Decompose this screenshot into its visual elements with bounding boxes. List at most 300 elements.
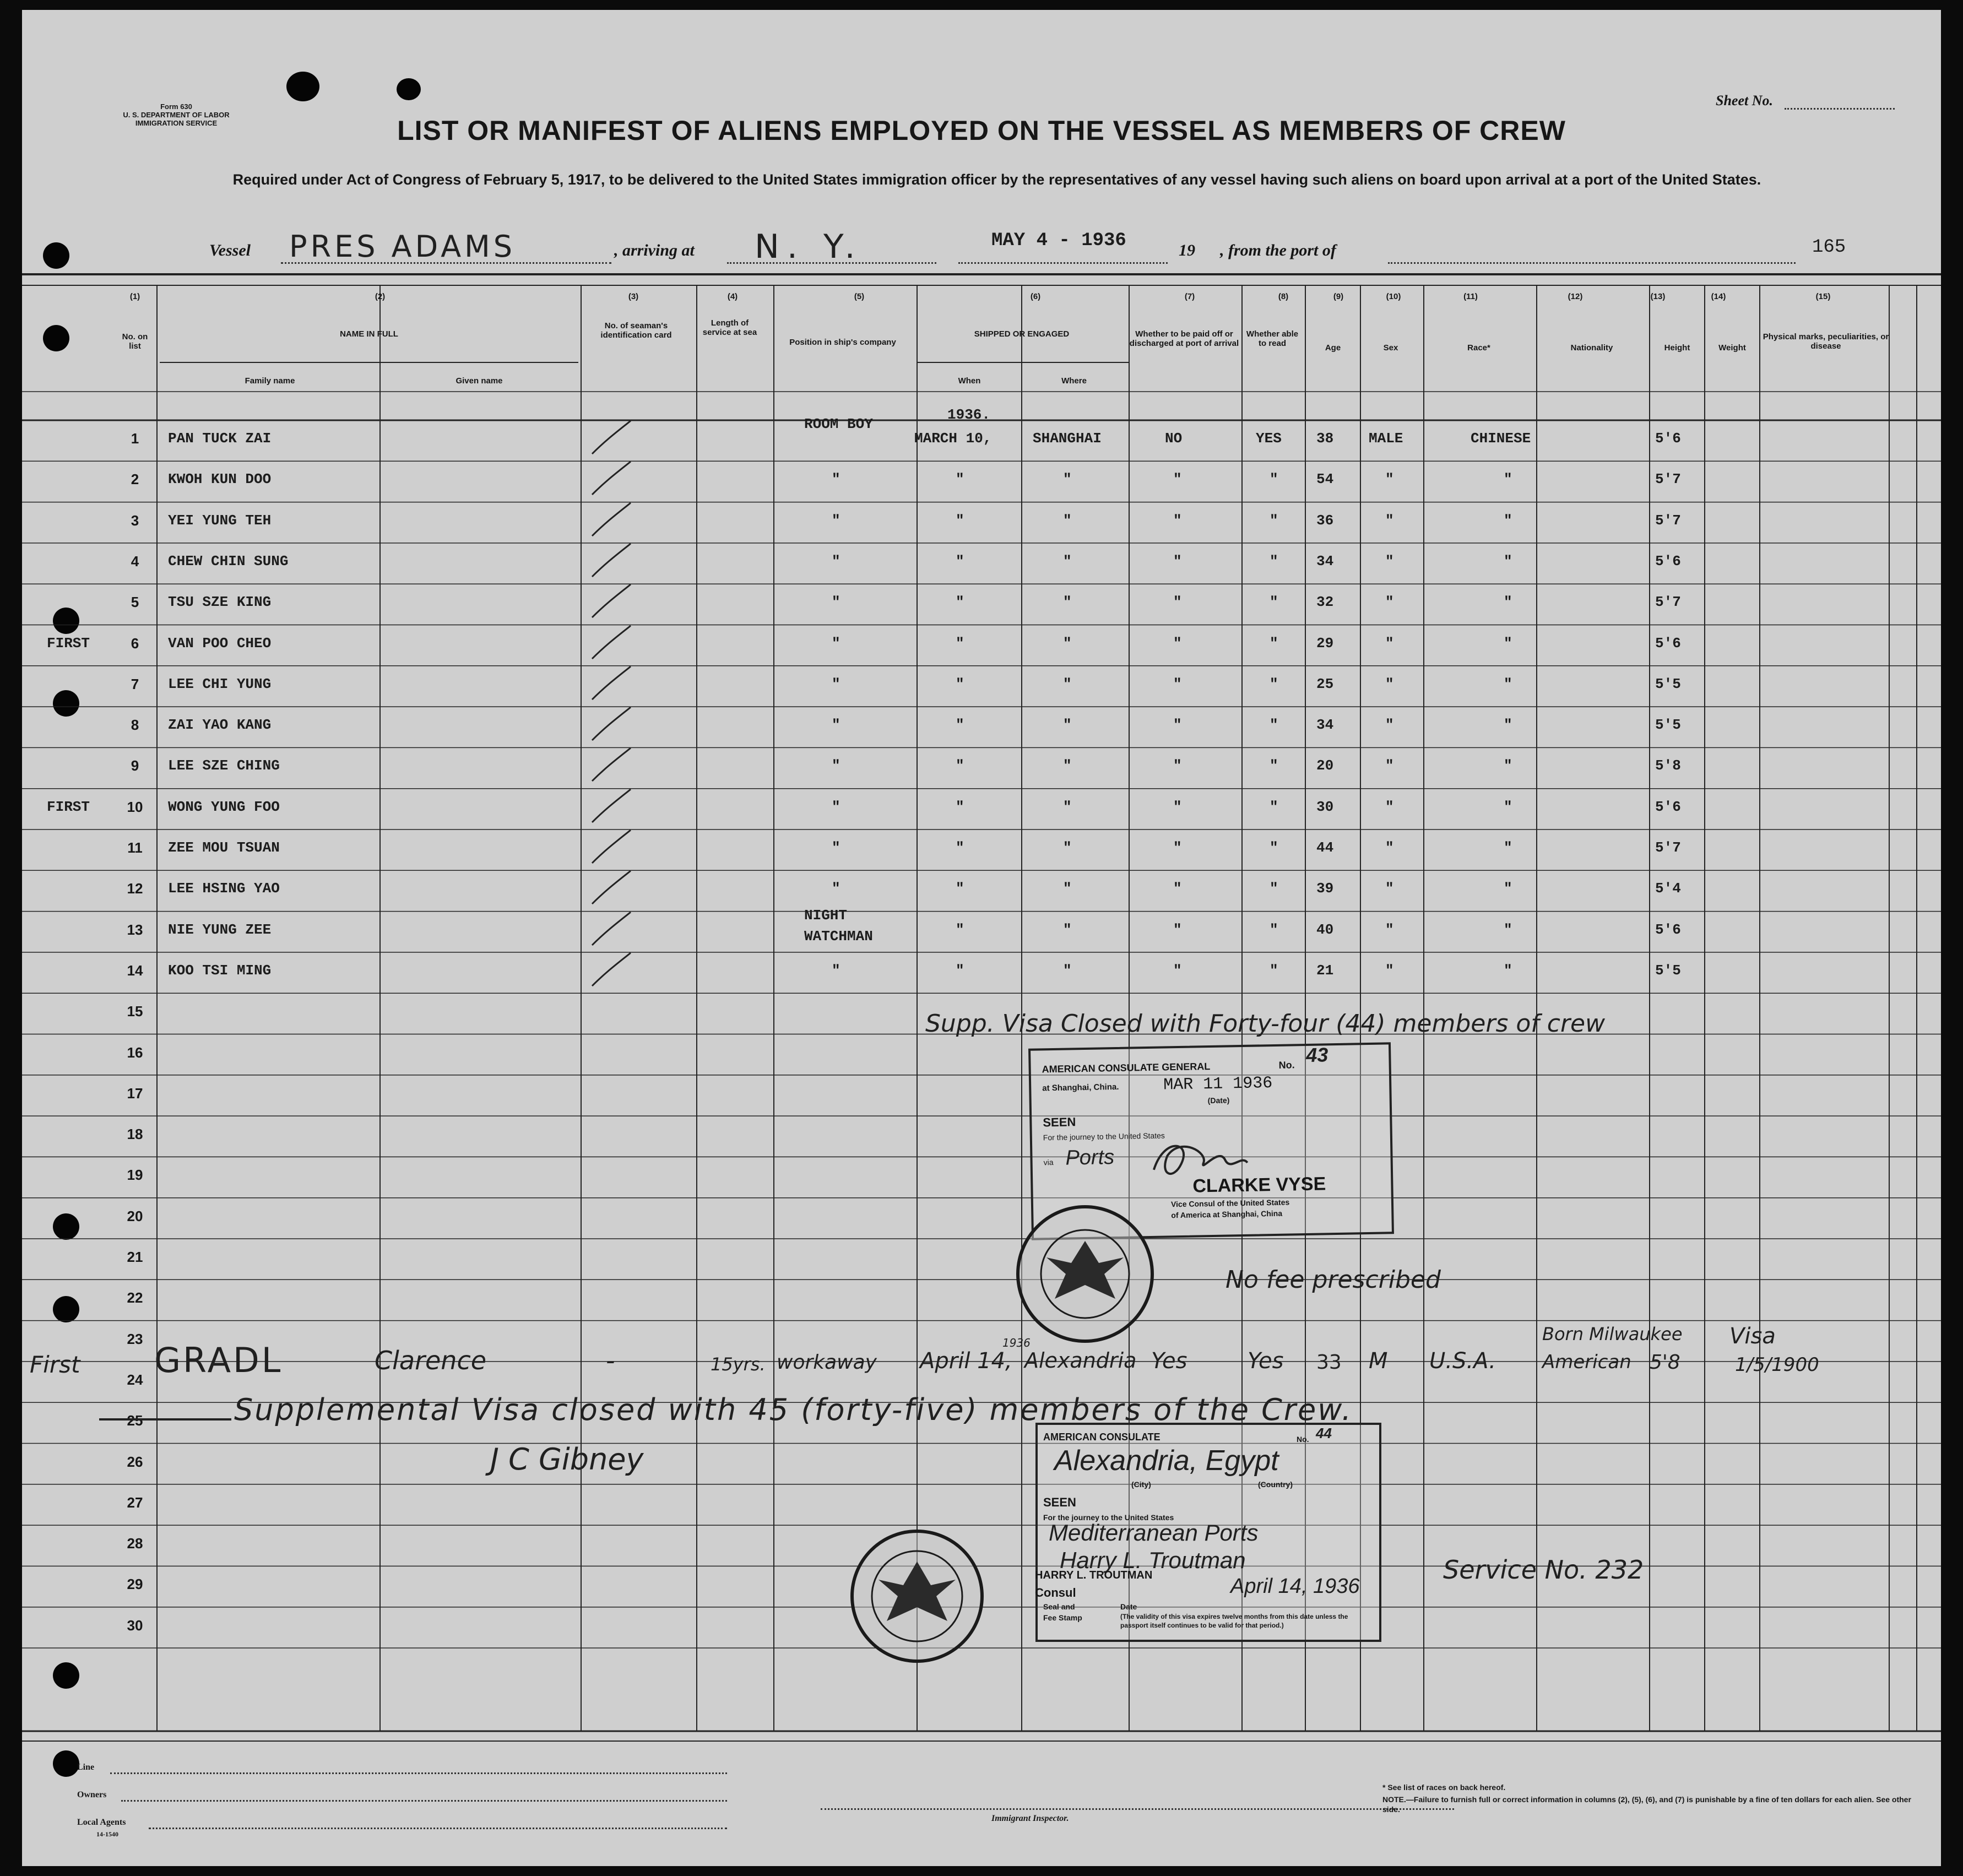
stamp-journey: For the journey to the United States <box>1043 1513 1174 1522</box>
crew-sex: MALE <box>1369 430 1403 447</box>
col-number: (12) <box>1568 292 1583 301</box>
col-number: (15) <box>1815 292 1831 301</box>
row23-length-of-service: 15yrs. <box>711 1354 766 1375</box>
ditto-mark: " <box>1385 757 1394 774</box>
id-card-slash-mark <box>589 827 633 866</box>
crew-family-name: PAN TUCK ZAI <box>168 430 272 447</box>
crew-age: 21 <box>1316 962 1334 979</box>
col-number: (7) <box>1184 292 1195 301</box>
row-number: 17 <box>127 1085 143 1102</box>
footer-agents-field <box>149 1828 727 1829</box>
footer-race-note: * See list of races on back hereof. <box>1382 1783 1506 1792</box>
ditto-mark: " <box>956 717 964 734</box>
crew-family-name: LEE SZE CHING <box>168 757 280 774</box>
header-age: Age <box>1325 343 1341 353</box>
footer-penalty-note: NOTE.—Failure to furnish full or correct information in columns (2), (5), (6), and (7) is punishable by a fine of ten dollars for each alien. See other side. <box>1382 1795 1911 1814</box>
col-number: (8) <box>1278 292 1289 301</box>
ditto-mark: " <box>1173 757 1182 774</box>
footer-agents-label: Local Agents <box>77 1818 126 1827</box>
ditto-mark: " <box>1173 962 1182 979</box>
ditto-mark: " <box>1270 635 1278 652</box>
header-family-name: Family name <box>245 376 295 386</box>
crew-race: CHINESE <box>1471 430 1531 447</box>
crew-height: 5'6 <box>1655 635 1681 652</box>
ditto-mark: " <box>956 635 964 652</box>
supplemental-visa-note-1: Supp. Visa Closed with Forty-four (44) members of crew <box>925 1010 1606 1038</box>
ditto-mark: " <box>832 471 840 488</box>
ditto-mark: " <box>832 717 840 734</box>
id-card-slash-mark <box>589 541 633 579</box>
stamp-country-label: (Country) <box>1258 1480 1293 1489</box>
header-sex: Sex <box>1383 343 1398 353</box>
id-card-slash-mark <box>589 500 633 539</box>
ditto-mark: " <box>1063 757 1072 774</box>
crew-position: ROOM BOY <box>804 416 873 432</box>
ditto-mark: " <box>1504 921 1512 938</box>
ditto-mark: " <box>1504 757 1512 774</box>
crew-family-name: YEI YUNG TEH <box>168 512 272 529</box>
row-number: 4 <box>131 552 139 570</box>
ditto-mark: " <box>832 798 840 815</box>
row-number: 19 <box>127 1167 143 1184</box>
stamp-no-label: No. <box>1278 1059 1295 1071</box>
crew-height: 5'6 <box>1655 798 1681 815</box>
crew-age: 38 <box>1316 430 1334 447</box>
ditto-mark: " <box>1173 798 1182 815</box>
header-id-card: No. of seaman's identification card <box>600 321 672 340</box>
ditto-mark: " <box>1504 471 1512 488</box>
stamp-no-label: No. <box>1297 1435 1309 1444</box>
ditto-mark: " <box>1270 880 1278 897</box>
arrival-date-stamp: MAY 4 - 1936 <box>991 230 1126 251</box>
crew-age: 25 <box>1316 675 1334 692</box>
row23-position: workaway <box>777 1351 877 1374</box>
ditto-mark: " <box>1270 757 1278 774</box>
stamp-validity: (The validity of this visa expires twelve months from this date unless the passport itself continues to be valid for that period.) <box>1120 1613 1348 1629</box>
ditto-mark: " <box>1385 798 1394 815</box>
stamp-consul-signature: Harry L. Troutman <box>1060 1547 1246 1573</box>
crew-age: 40 <box>1316 921 1334 938</box>
no-fee-note: No fee prescribed <box>1225 1266 1441 1294</box>
ditto-mark: " <box>1385 552 1394 570</box>
ditto-mark: " <box>956 552 964 570</box>
ditto-mark: " <box>1173 921 1182 938</box>
ditto-mark: " <box>1385 880 1394 897</box>
row-number: 3 <box>131 512 139 529</box>
ditto-mark: " <box>832 675 840 692</box>
alexandria-consulate-stamp <box>1035 1423 1381 1642</box>
inspector-signature-line <box>821 1808 1454 1810</box>
crew-age: 20 <box>1316 757 1334 774</box>
stamp-date: MAR 11 1936 <box>1163 1074 1273 1095</box>
ditto-mark: " <box>832 552 840 570</box>
ditto-mark: " <box>956 512 964 529</box>
row-number: 25 <box>127 1412 143 1429</box>
crew-family-name: LEE HSING YAO <box>168 880 280 897</box>
crew-position: NIGHT WATCHMAN <box>804 907 873 945</box>
crew-height: 5'4 <box>1655 880 1681 897</box>
crew-age: 54 <box>1316 471 1334 488</box>
margin-note: FIRST <box>47 798 90 815</box>
header-name-in-full: NAME IN FULL <box>340 329 398 339</box>
col-number: (5) <box>854 292 865 301</box>
row23-birthplace: Born Milwaukee <box>1542 1324 1683 1344</box>
crew-when: MARCH 10, <box>914 430 992 447</box>
signature: J C Gibney <box>490 1442 644 1477</box>
crew-family-name: KWOH KUN DOO <box>168 471 272 488</box>
crew-able-to-read: YES <box>1256 430 1282 447</box>
crew-age: 34 <box>1316 717 1334 734</box>
form-number: Form 630 <box>160 102 192 111</box>
col-number: (11) <box>1463 292 1478 301</box>
stamp-consul-name: HARRY L. TROUTMAN <box>1035 1569 1153 1581</box>
ditto-mark: " <box>832 512 840 529</box>
ditto-mark: " <box>1270 798 1278 815</box>
ditto-mark: " <box>956 594 964 611</box>
ditto-mark: " <box>1063 717 1072 734</box>
header-given-name: Given name <box>455 376 503 386</box>
arrival-port: N. Y. <box>755 227 863 266</box>
crew-family-name: CHEW CHIN SUNG <box>168 552 289 570</box>
stamp-via: Mediterranean Ports <box>1049 1520 1259 1546</box>
ditto-mark: " <box>1270 512 1278 529</box>
row-number: 6 <box>131 635 139 652</box>
ditto-mark: " <box>956 798 964 815</box>
row-number: 18 <box>127 1126 143 1143</box>
stamp-number: 44 <box>1316 1425 1332 1441</box>
row-number: 26 <box>127 1453 143 1470</box>
ditto-mark: " <box>1173 675 1182 692</box>
id-card-slash-mark <box>589 950 633 989</box>
sheet-no-label: Sheet No. <box>1716 93 1773 109</box>
supplemental-visa-note-2: Supplemental Visa closed with 45 (forty-five) members of the Crew. <box>234 1392 1353 1427</box>
arriving-label: , arriving at <box>614 241 695 259</box>
ditto-mark: " <box>1385 921 1394 938</box>
crew-family-name: ZEE MOU TSUAN <box>168 839 280 856</box>
id-card-slash-mark <box>589 787 633 825</box>
row-number: 10 <box>127 798 143 815</box>
crew-age: 29 <box>1316 635 1334 652</box>
stamp-consul-name: CLARKE VYSE <box>1192 1173 1326 1197</box>
crew-family-name: NIE YUNG ZEE <box>168 921 272 938</box>
stamp-number: 43 <box>1305 1043 1328 1066</box>
ditto-mark: " <box>1504 512 1512 529</box>
crew-height: 5'5 <box>1655 675 1681 692</box>
ditto-mark: " <box>1385 512 1394 529</box>
col-number: (10) <box>1386 292 1401 301</box>
ditto-mark: " <box>1504 635 1512 652</box>
stamp-seen: SEEN <box>1043 1495 1076 1509</box>
header-race: Race* <box>1467 343 1490 353</box>
crew-height: 5'6 <box>1655 921 1681 938</box>
ditto-mark: " <box>956 675 964 692</box>
col-number: (9) <box>1333 292 1344 301</box>
stamp-date-label: Date <box>1120 1602 1137 1611</box>
ditto-mark: " <box>1504 552 1512 570</box>
crew-age: 39 <box>1316 880 1334 897</box>
crew-height: 5'7 <box>1655 471 1681 488</box>
col-number: (13) <box>1650 292 1666 301</box>
header-no-on-list: No. on list <box>122 332 148 351</box>
id-card-slash-mark <box>589 582 633 620</box>
crew-paid-off: NO <box>1165 430 1183 447</box>
row23-birth-date: 1/5/1900 <box>1735 1354 1819 1376</box>
ditto-mark: " <box>1504 717 1512 734</box>
row-number: 30 <box>127 1617 143 1634</box>
crew-height: 5'8 <box>1655 757 1681 774</box>
header-able-to-read: Whether able to read <box>1246 329 1299 348</box>
ditto-mark: " <box>956 921 964 938</box>
row23-where: Alexandria <box>1024 1348 1137 1373</box>
row-number: 11 <box>127 839 143 856</box>
crew-height: 5'7 <box>1655 512 1681 529</box>
ditto-mark: " <box>1173 512 1182 529</box>
header-paid-off: Whether to be paid off or discharged at port of arrival <box>1129 329 1239 348</box>
stamp-seal-label: Seal and <box>1043 1602 1075 1611</box>
ditto-mark: " <box>1173 594 1182 611</box>
header-height: Height <box>1664 343 1690 353</box>
ditto-mark: " <box>1063 880 1072 897</box>
crew-height: 5'6 <box>1655 552 1681 570</box>
id-card-slash-mark <box>589 868 633 907</box>
ditto-mark: " <box>1504 594 1512 611</box>
ditto-mark: " <box>1385 962 1394 979</box>
ditto-mark: " <box>1063 512 1072 529</box>
crew-height: 5'7 <box>1655 594 1681 611</box>
row-number: 13 <box>127 921 143 938</box>
crew-height: 5'5 <box>1655 962 1681 979</box>
row23-race: U.S.A. <box>1429 1348 1496 1374</box>
header-when: When <box>958 376 981 386</box>
ditto-mark: " <box>1063 921 1072 938</box>
ditto-mark: " <box>1063 471 1072 488</box>
ditto-mark: " <box>1270 839 1278 856</box>
ditto-mark: " <box>1504 798 1512 815</box>
row-number: 21 <box>127 1249 143 1265</box>
ditto-mark: " <box>1063 552 1072 570</box>
col-number: (14) <box>1711 292 1726 301</box>
ditto-mark: " <box>956 471 964 488</box>
ditto-mark: " <box>1063 839 1072 856</box>
ditto-mark: " <box>1504 880 1512 897</box>
col-number: (6) <box>1030 292 1041 301</box>
ditto-mark: " <box>1385 839 1394 856</box>
row-number: 8 <box>131 717 139 734</box>
row-number: 12 <box>127 880 143 897</box>
vessel-label: Vessel <box>209 241 251 259</box>
row23-given-name: Clarence <box>375 1346 487 1375</box>
id-card-slash-mark <box>589 909 633 948</box>
stamp-city: Alexandria, Egypt <box>1054 1445 1279 1477</box>
shanghai-consulate-seal <box>1013 1202 1157 1346</box>
footer-line-label: Line <box>77 1763 95 1772</box>
stamp-consul-title: Consul <box>1035 1586 1076 1600</box>
year-label: 19 <box>1179 241 1195 259</box>
ditto-mark: " <box>832 594 840 611</box>
stamp-date: April 14, 1936 <box>1230 1575 1360 1598</box>
col-number: (1) <box>129 292 140 301</box>
row-number: 28 <box>127 1535 143 1552</box>
ditto-mark: " <box>1173 552 1182 570</box>
id-card-slash-mark <box>589 459 633 497</box>
col-number: (2) <box>375 292 386 301</box>
stamp-city-label: (City) <box>1131 1480 1151 1489</box>
ditto-mark: " <box>1270 921 1278 938</box>
header-nationality: Nationality <box>1570 343 1613 353</box>
ditto-mark: " <box>1270 717 1278 734</box>
stamp-via: Ports <box>1065 1146 1115 1170</box>
ditto-mark: " <box>956 962 964 979</box>
vessel-name: PRES ADAMS <box>289 229 516 264</box>
crew-family-name: WONG YUNG FOO <box>168 798 280 815</box>
row23-family-name: GRADL <box>154 1340 283 1380</box>
row23-margin-note: First <box>30 1351 80 1378</box>
ditto-mark: " <box>1270 552 1278 570</box>
footer-owners-field <box>121 1800 727 1802</box>
row-number: 27 <box>127 1494 143 1511</box>
crew-age: 34 <box>1316 552 1334 570</box>
row-number: 1 <box>131 430 139 447</box>
alexandria-consulate-seal <box>848 1527 986 1665</box>
header-shipped-engaged: SHIPPED OR ENGAGED <box>974 329 1070 339</box>
id-card-slash-mark <box>589 623 633 662</box>
ditto-mark: " <box>1385 717 1394 734</box>
row-number: 14 <box>127 962 143 979</box>
ditto-mark: " <box>1504 839 1512 856</box>
from-port-label: , from the port of <box>1220 241 1336 259</box>
row23-age: 33 <box>1316 1351 1342 1374</box>
page-number: 165 <box>1812 237 1846 258</box>
row23-when: April 14, <box>920 1348 1012 1374</box>
ditto-mark: " <box>1063 635 1072 652</box>
row-number: 29 <box>127 1576 143 1593</box>
row23-year: 1936 <box>1002 1336 1031 1349</box>
footer-line-field <box>110 1772 727 1774</box>
ditto-mark: " <box>1173 635 1182 652</box>
service-name: IMMIGRATION SERVICE <box>135 119 218 127</box>
service-number: Service No. 232 <box>1443 1555 1644 1585</box>
row-number: 24 <box>127 1371 143 1388</box>
stamp-consul-location: of America at Shanghai, China <box>1171 1208 1283 1220</box>
ditto-mark: " <box>1385 594 1394 611</box>
ditto-mark: " <box>832 880 840 897</box>
stamp-seen: SEEN <box>1043 1115 1076 1130</box>
ditto-mark: " <box>1270 471 1278 488</box>
ditto-mark: " <box>956 757 964 774</box>
crew-where: SHANGHAI <box>1033 430 1102 447</box>
id-card-slash-mark <box>589 745 633 784</box>
ditto-mark: " <box>1270 594 1278 611</box>
ditto-mark: " <box>1063 675 1072 692</box>
stamp-consul-title: Vice Consul of the United States <box>1170 1197 1290 1209</box>
stamp-journey: For the journey to the United States <box>1043 1131 1165 1142</box>
crew-height: 5'7 <box>1655 839 1681 856</box>
id-card-slash-mark <box>589 704 633 743</box>
header-position: Position in ship's company <box>789 338 896 347</box>
col-number: (3) <box>628 292 639 301</box>
crew-family-name: ZAI YAO KANG <box>168 717 272 734</box>
footer-agents-code: 14-1540 <box>96 1830 118 1838</box>
crew-family-name: LEE CHI YUNG <box>168 675 272 692</box>
crew-age: 30 <box>1316 798 1334 815</box>
stamp-date-label: (Date) <box>1207 1096 1230 1105</box>
row23-nationality: American <box>1542 1351 1631 1373</box>
header-weight: Weight <box>1718 343 1746 353</box>
crew-height: 5'6 <box>1655 430 1681 447</box>
ditto-mark: " <box>1063 962 1072 979</box>
row-number: 15 <box>127 1003 143 1020</box>
row-number: 16 <box>127 1044 143 1061</box>
stamp-via-label: via <box>1043 1158 1054 1167</box>
crew-age: 36 <box>1316 512 1334 529</box>
ditto-mark: " <box>832 962 840 979</box>
manifest-sheet <box>22 10 1941 1866</box>
stamp-header: AMERICAN CONSULATE GENERAL <box>1042 1061 1211 1075</box>
ditto-mark: " <box>1270 962 1278 979</box>
row-number: 9 <box>131 757 139 774</box>
row24-strike-line <box>99 1418 231 1420</box>
crew-age: 44 <box>1316 839 1334 856</box>
header-where: Where <box>1061 376 1087 386</box>
ditto-mark: " <box>956 880 964 897</box>
id-card-slash-mark <box>589 418 633 457</box>
row-number: 7 <box>131 675 139 692</box>
ditto-mark: " <box>1504 675 1512 692</box>
row23-able-to-read: Yes <box>1248 1348 1284 1374</box>
stamp-header: AMERICAN CONSULATE <box>1043 1432 1161 1443</box>
margin-note: FIRST <box>47 635 90 652</box>
row-number: 2 <box>131 471 139 488</box>
id-card-slash-mark <box>589 664 633 702</box>
header-physical-marks: Physical marks, peculiarities, or disease <box>1763 332 1889 351</box>
stamp-fee-label: Fee Stamp <box>1043 1613 1082 1622</box>
engagement-year: 1936. <box>947 406 991 423</box>
row-number: 23 <box>127 1330 143 1347</box>
row23-sex: M <box>1369 1348 1388 1374</box>
stamp-location: at Shanghai, China. <box>1042 1082 1119 1093</box>
crew-family-name: TSU SZE KING <box>168 594 272 611</box>
header-length-of-service: Length of service at sea <box>702 318 757 337</box>
ditto-mark: " <box>1385 675 1394 692</box>
crew-family-name: KOO TSI MING <box>168 962 272 979</box>
row-number: 22 <box>127 1289 143 1306</box>
row23-paid-off: Yes <box>1151 1348 1187 1374</box>
ditto-mark: " <box>832 839 840 856</box>
ditto-mark: " <box>1063 798 1072 815</box>
crew-height: 5'5 <box>1655 717 1681 734</box>
page-subtitle: Required under Act of Congress of February 5, 1917, to be delivered to the United States immigration officer by the representatives of any vessel having such aliens on board upon arrival at a port of the United States. <box>232 171 1761 188</box>
row23-id-card: - <box>606 1346 615 1375</box>
ditto-mark: " <box>1504 962 1512 979</box>
col-number: (4) <box>727 292 738 301</box>
ditto-mark: " <box>832 635 840 652</box>
crew-age: 32 <box>1316 594 1334 611</box>
ditto-mark: " <box>1385 635 1394 652</box>
ditto-mark: " <box>956 839 964 856</box>
department-name: U. S. DEPARTMENT OF LABOR <box>123 111 230 119</box>
footer-inspector-label: Immigrant Inspector. <box>991 1814 1069 1823</box>
ditto-mark: " <box>832 757 840 774</box>
row-number: 5 <box>131 594 139 611</box>
ditto-mark: " <box>1173 717 1182 734</box>
row23-height: 5'8 <box>1650 1351 1680 1374</box>
ditto-mark: " <box>1173 880 1182 897</box>
ditto-mark: " <box>1385 471 1394 488</box>
ditto-mark: " <box>1270 675 1278 692</box>
ditto-mark: " <box>1173 839 1182 856</box>
row23-visa: Visa <box>1729 1324 1776 1349</box>
crew-family-name: VAN POO CHEO <box>168 635 272 652</box>
